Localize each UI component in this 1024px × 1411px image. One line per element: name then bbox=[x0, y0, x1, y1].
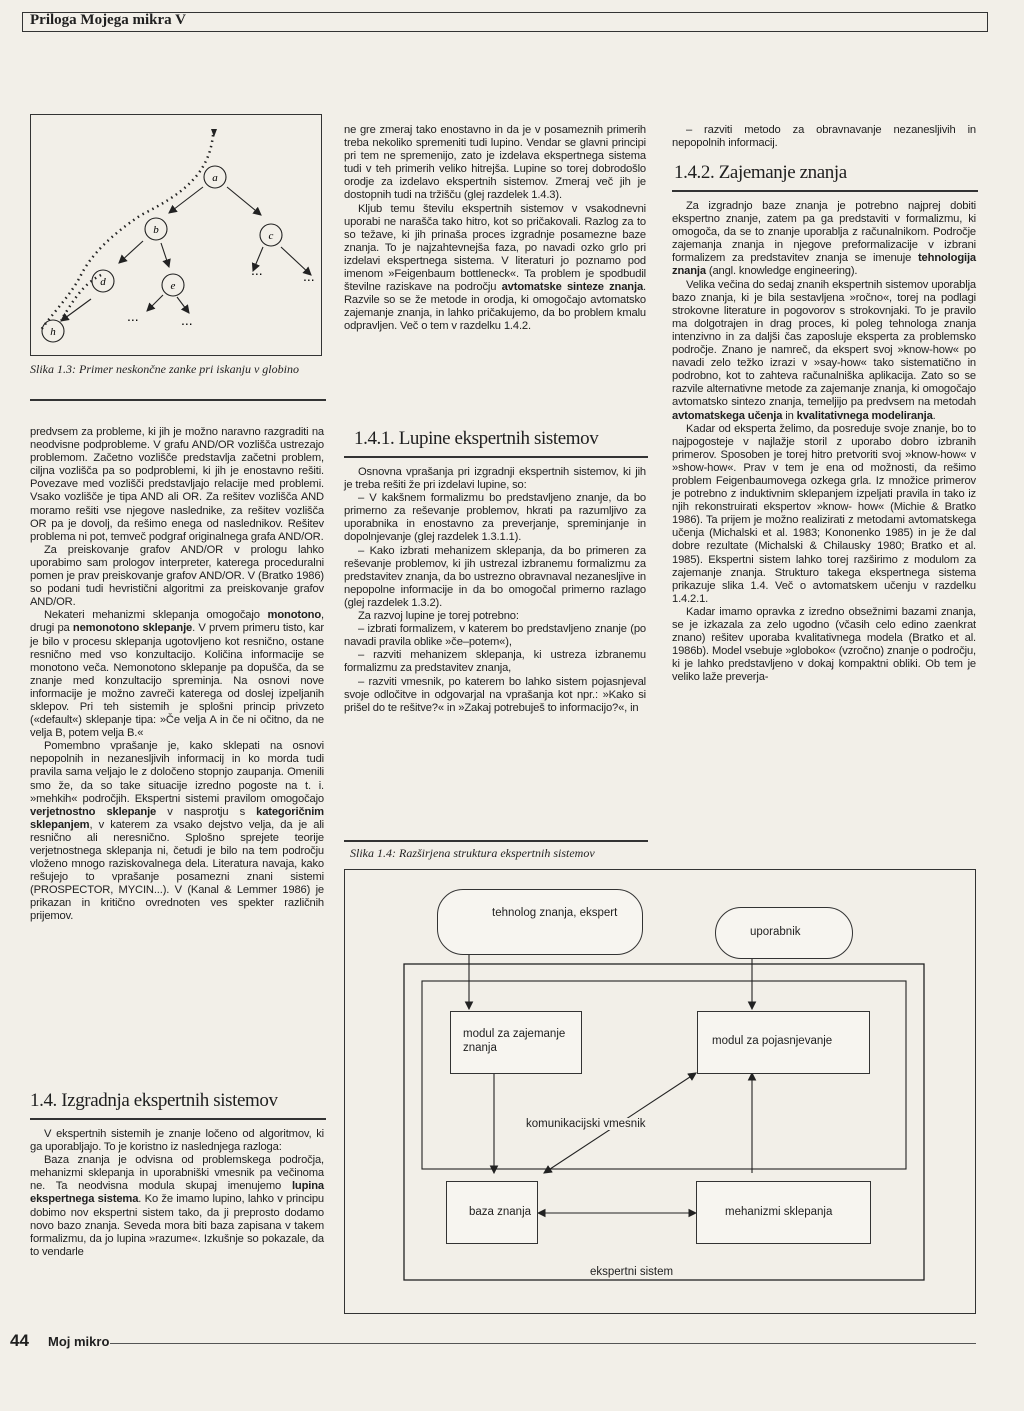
paragraph: Pomembno vprašanje je, kako sklepati na osnovi nepopolnih in nezanesljivih informacij in ko morda tudi pravila sama veljajo le z določeno stopnjo zaupanja. Omenili smo že, da so take situacije izredno pogoste na t. i. »mehkih« področjih. Ekspertni sistemi pravilom omogočajo verjetnostno sklepanje v nasprotju s kategoričnim sklepanjem, v katerem za vsako dejstvo velja, da je ali resnično ali neresnično. Splošno sprejete teorije verjetnostnega sklepanja ni, četudi je bilo na tem področju vloženo mnogo raziskovalnega dela. Literatura navaja, kako rešujejo to vprašanje posamezni znani sistemi (PROSPECTOR, MYCIN...). V (Kanal & Lemmer 1986) je prikazan in kritično ovrednoten ves spekter različnih prijemov. bbox=[30, 740, 324, 923]
ellipsis-e2: ... bbox=[181, 312, 193, 328]
komunikacijski-vmesnik-label: komunikacijski vmesnik bbox=[522, 1118, 650, 1130]
search-tree-diagram bbox=[31, 115, 320, 354]
heading-rule bbox=[672, 190, 978, 192]
node-d: d bbox=[100, 276, 106, 288]
section-1-4-1-text bbox=[344, 466, 646, 715]
heading-rule bbox=[30, 1118, 326, 1120]
modul-pojasnjevanje-box: modul za pojasnjevanje bbox=[697, 1011, 870, 1074]
paragraph: Nekateri mehanizmi sklepanja omogočajo monotono, drugi pa nemonotono sklepanje. V prvem primeru tisto, kar je bilo v procesu sklepanja ugotovljeno kot resnično, ostane resnično med vso konzultacijo. Količina informacije se monotono veča. Nemonotono sklepanje pa dopušča, da se znanje med konzultacijo spreminja. Na osnovi nove informacije je možno zavreči katerega od doslej izpeljanih sklepov. Pri teh sistemih je splošni princip privzeto («default«) sklepanje tipa: »Če velja A in če ni očitno, da ne velja B, potem velja B.« bbox=[30, 609, 324, 740]
list-item: – razviti vmesnik, po katerem bo lahko sistem pojasnjeval svoje odločitve in odgovarjal na vprašanja kot npr.: »Kako si prišel do te rešitve?« in »Zakaj potrebuješ to informacijo?«, in bbox=[344, 675, 646, 714]
paragraph: Kadar imamo opravka z izredno obsežnimi bazami znanja, se je izkazala za zelo ugodno (včasih celo edino zaenkrat znano) rešitev uporaba kvalitativnega modela (Bratko et al. 1986b). Model vsebuje »globoko« (vzročno) znanje o področju, ki je lahko predstavljeno v dokaj kompaktni obliki. Ob tem je veliko laže preverja- bbox=[672, 605, 976, 684]
list-item: – V kakšnem formalizmu bo predstavljeno znanje, da bo primerno za reševanje problemov, hkrati pa razumljivo za uporabnika in enostavno za preverjanje, spreminjanje in dopolnjevanje (glej razdelek 1.3.1.1). bbox=[344, 492, 646, 544]
paragraph: Kljub temu številu ekspertnih sistemov v vsakodnevni uporabi ne narašča tako hitro, kot so pričakovali. Razlog za to so težave, ki jih prinaša proces izgradnje posamezne baze znanja. To je najzahtevnejša faza, po navadi ozko grlo pri izdelavi ekspertnega sistema. V literaturi jo poznamo pod imenom »Feigenbaum bottleneck«. Ta problem je spodbudil številne raziskave na področju avtomatske sinteze znanja. Razvile so se že metode in orodja, ki omogočajo avtomatsko zajemanje znanja, in lahko pričakujemo, da bo problem kmalu odpravljen. Več o tem v razdelku 1.4.2. bbox=[344, 202, 646, 333]
figure-1-3-caption: Slika 1.3: Primer neskončne zanke pri iskanju v globino bbox=[30, 362, 299, 376]
paragraph: Za izgradnjo baze znanja je potrebno najprej dobiti ekspertno znanje, zatem pa ga predstaviti v formalizmu, ki omogoča, da se to znanje uporablja z računalnikom. Področje zajemanja znanja in njegove preformalizacije v izbrani formalizem za predstavitev znanja se imenuje tehnologija znanja (angl. knowledge engineering). bbox=[672, 200, 976, 278]
tehnolog-znanja-box: tehnolog znanja, ekspert bbox=[437, 889, 643, 955]
ekspertni-sistem-label: ekspertni sistem bbox=[590, 1266, 674, 1278]
heading-rule bbox=[344, 456, 648, 458]
node-a: a bbox=[212, 172, 218, 184]
section-1-4-2-text bbox=[672, 200, 976, 684]
baza-znanja-box: baza znanja bbox=[446, 1181, 538, 1244]
section-1-4-2-heading: 1.4.2. Zajemanje znanja bbox=[674, 162, 847, 183]
mehanizmi-sklepanja-box: mehanizmi sklepanja bbox=[696, 1181, 871, 1244]
paragraph: ne gre zmeraj tako enostavno in da je v posameznih primerih treba nekoliko spremeniti tudi lupino. Vendar se glavni principi pri tem ne spremenijo, zato je izdelava ekspertnega sistema tudi v teh primerih veliko hitrejša. Lupine so torej dobrodošlo orodje za izdelavo ekspertnih sistemov. Zmeraj več jih je dostopnih tudi na tržišču (glej razdelek 1.4.3). bbox=[344, 124, 646, 202]
paragraph: Za preiskovanje grafov AND/OR v prologu lahko uporabimo sam prologov interpreter, katerega proceduralni pomen je prav preiskovanje grafov AND/OR. V (Bratko 1986) so podani tudi hevristični algoritmi za preiskovanje grafov AND/OR. bbox=[30, 543, 324, 609]
figure-1-3 bbox=[30, 114, 322, 356]
column-2 bbox=[344, 124, 646, 334]
figure-1-4-caption: Slika 1.4: Razširjena struktura ekspertnih sistemov bbox=[350, 846, 595, 860]
uporabnik-box: uporabnik bbox=[715, 907, 853, 959]
ellipsis-c1: ... bbox=[251, 262, 263, 278]
node-c: c bbox=[268, 230, 274, 242]
node-e: e bbox=[170, 280, 176, 292]
page-number: 44 bbox=[10, 1331, 29, 1350]
paragraph: predvsem za probleme, ki jih je možno naravno razgraditi na neodvisne podprobleme. V grafu AND/OR vozlišča ustrezajo problemom. Začetno vozlišče predstavlja začetni problem, ciljna vozlišča pa so podproblemi, ki jih je enostavno rešiti. Povezave med vozlišči predstavljajo relacije med problemi. Vsako vozlišče je tipa AND ali OR. Za rešitev vozlišča AND moramo rešiti vse njegove naslednike, za rešitev vozlišča OR pa je dovolj, da rešimo enega od naslednikov. Rešitev problema ni pot, temveč podgraf originalnega grafa AND/OR. bbox=[30, 426, 324, 543]
section-1-4-heading: 1.4. Izgradnja ekspertnih sistemov bbox=[30, 1090, 278, 1111]
magazine-name: Moj mikro bbox=[48, 1334, 110, 1349]
paragraph: Baza znanja je odvisna od problemskega področja, mehanizmi sklepanja in uporabniški vmesnik pa večinoma ne. Ta neodvisna modula skupaj imenujemo lupina ekspertnega sistema. Ko že imamo lupino, lahko v principu dobimo nov ekspertni sistem tako, da ji preprosto dodamo novo bazo znanja. Seveda mora biti baza zapisana v takem formalizmu, da jo lupina »razume«. Izkušnje so pokazale, da to vendarle bbox=[30, 1154, 325, 1258]
list-item: – izbrati formalizem, v katerem bo predstavljeno znanje (po navadi pravila oblike »če–potem«), bbox=[344, 623, 646, 649]
node-h: h bbox=[50, 326, 56, 338]
ellipsis-c2: ... bbox=[303, 268, 315, 284]
paragraph: Velika večina do sedaj znanih ekspertnih sistemov uporablja bazo znanja, ki je bila sestavljena »ročno«, torej na podlagi strokovne literature in pogovorov s strokovnjaki. To je pravilo ma dolgotrajen in drag proces, ki poleg tehnologa znanja intenzivno in za daljši čas zaposluje eksperta za problemsko področje. Znano je namreč, da ekspert svoj »know-how« po navadi zelo težko izrazi v »say-how« tako sistematično in podrobno, kot to zahteva računalniška aplikacija. Zato so se razvile alternativne metode za zajemanje znanja, ki omogočajo avtomatsko sintezo znanja, temeljijo pa predvsem na metodah avtomatskega učenja in kvalitativnega modeliranja. bbox=[672, 278, 976, 422]
paragraph: Osnovna vprašanja pri izgradnji ekspertnih sistemov, ki jih je treba rešiti že pri izdelavi lupine, so: bbox=[344, 466, 646, 492]
paragraph: Za razvoj lupine je torej potrebno: bbox=[358, 610, 519, 623]
ellipsis-e1: ... bbox=[127, 308, 139, 324]
node-b: b bbox=[153, 224, 159, 236]
paragraph: Kadar od eksperta želimo, da posreduje svoje znanje, bo to najpogosteje v najlažje storil z uporabo dobro izbranih primerov. Sposoben je torej hitro pretvoriti svoj »know-how« v »show-how«. Prav v tem je ena od možnosti, da rešimo problem Feigenbaumovega ozkega grla. Iz množice primerov je potrebno z induktivnim sklepanjem izpeljati pravila in tako iz njih rekonstruirati ekspertov »know- how« (Michie & Bratko 1986). Ta prijem je možno realizirati z metodami avtomatskega učenja (Michalski et al. 1983; Kononenko 1985) in je že dal dobre rezultate (Michalski & Chilausky 1980; Bratko et al. 1985). Ekspertni sistem lahko torej razširimo z modulom za zajemanje znanja. Strukturo takega ekspertnega sistema prikazuje slika 1.4. Več o avtomatskem učenju v razdelku 1.4.2.1. bbox=[672, 422, 976, 605]
list-item: – razviti mehanizem sklepanja, ki ustreza izbranemu formalizmu za predstavitev znanja, bbox=[344, 649, 646, 675]
section-1-4-1-heading: 1.4.1. Lupine ekspertnih sistemov bbox=[354, 428, 599, 449]
list-item: – Kako izbrati mehanizem sklepanja, da bo primeren za reševanje problemov, ki jih ustrezal izbranemu formalizmu za predstavitev znanja, da bo ustrezno obravnaval nezanesljive in nepopolne informacije in da bo omogočal primerno razlago (glej razdelek 1.3.2). bbox=[344, 544, 646, 609]
paragraph: V ekspertnih sistemih je znanje ločeno od algoritmov, ki ga uporabljajo. To je koristno iz naslednjega razloga: bbox=[30, 1128, 324, 1154]
column-3 bbox=[672, 124, 976, 150]
footer-rule bbox=[110, 1343, 976, 1344]
modul-zajemanje-box: modul za zajemanje znanja bbox=[450, 1011, 582, 1074]
caption-rule bbox=[344, 840, 648, 842]
column-1 bbox=[30, 426, 324, 924]
running-header: Priloga Mojega mikra V bbox=[30, 12, 186, 28]
section-1-4-text bbox=[30, 1128, 324, 1259]
list-item: – razviti metodo za obravnavanje nezanesljivih in nepopolnih informacij. bbox=[672, 124, 976, 150]
caption-rule bbox=[30, 399, 326, 401]
